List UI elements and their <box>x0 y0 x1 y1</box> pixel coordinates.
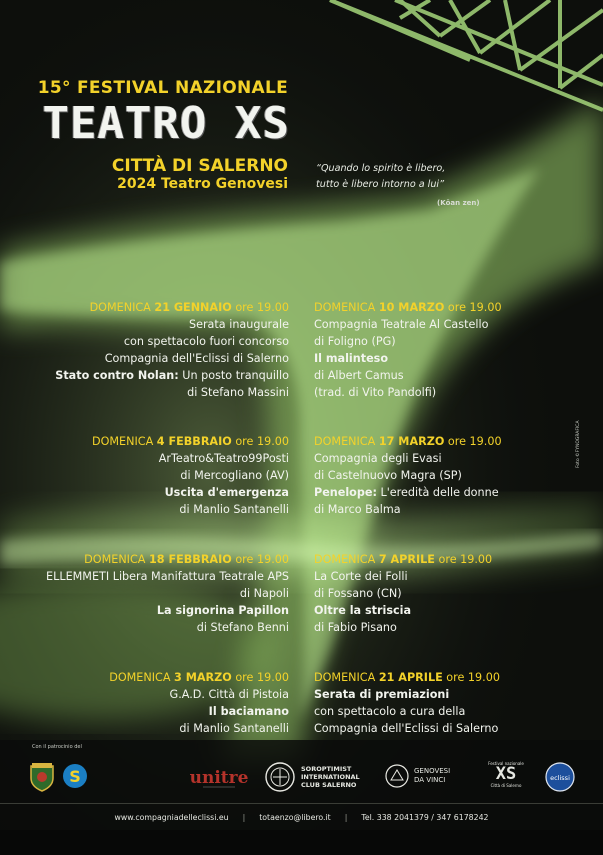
soroptimist-line: SOROPTIMIST <box>301 765 352 773</box>
city-label: CITTÀ DI SALERNO <box>111 156 288 176</box>
separator: | <box>242 813 246 822</box>
event-text: Compagnia Teatrale Al Castello <box>314 318 489 332</box>
xs-small-label: Festival nazionale <box>488 761 524 766</box>
event-text: di Foligno (PG) <box>314 335 396 349</box>
event-time: ore 19.00 <box>235 671 289 684</box>
event-block <box>314 299 502 402</box>
event-time: ore 19.00 <box>235 435 289 448</box>
genovesi-text <box>414 767 450 785</box>
eclissi-text: eclissi <box>550 774 570 782</box>
event-time: ore 19.00 <box>446 671 500 684</box>
event-line <box>46 585 289 602</box>
event-line <box>314 703 500 720</box>
event-line <box>314 384 502 401</box>
event-text: di Fabio Pisano <box>314 621 397 635</box>
soroptimist-line: CLUB SALERNO <box>301 781 357 789</box>
patronage-label: Con il patrocinio del <box>32 744 82 750</box>
genovesi-line: DA VINCI <box>414 776 446 784</box>
event-line <box>314 484 502 501</box>
year-venue-label: 2024 Teatro Genovesi <box>117 176 288 192</box>
photo-credit: Foto ©FYNOGRAFICA <box>576 420 581 468</box>
event-date-value: 3 MARZO <box>174 671 232 684</box>
event-day: DOMENICA <box>84 553 146 566</box>
event-date-value: 4 FEBBRAIO <box>156 435 232 448</box>
xs-big-label: XS <box>495 764 517 784</box>
event-title: Serata di premiazioni <box>314 688 450 702</box>
event-line <box>314 568 492 585</box>
event-line <box>46 602 289 619</box>
event-text: di Albert Camus <box>314 369 404 383</box>
event-title: Stato contro Nolan: <box>55 369 179 383</box>
event-block <box>314 669 500 737</box>
municipal-crest-icon <box>28 762 56 792</box>
event-line <box>55 333 289 350</box>
event-title: Il baciamano <box>208 705 289 719</box>
event-day: DOMENICA <box>89 301 151 314</box>
event-day: DOMENICA <box>109 671 171 684</box>
event-text: di Stefano Massini <box>187 386 289 400</box>
soroptimist-line: INTERNATIONAL <box>301 773 360 781</box>
event-text: La Corte dei Folli <box>314 570 408 584</box>
event-text: con spettacolo a cura della <box>314 705 466 719</box>
event-date-value: 18 FEBBRAIO <box>149 553 232 566</box>
event-line <box>314 686 500 703</box>
event-line <box>55 367 289 384</box>
event-title: Penelope: <box>314 486 377 500</box>
event-time: ore 19.00 <box>235 553 289 566</box>
event-line <box>55 350 289 367</box>
event-text: L'eredità delle donne <box>376 486 499 500</box>
event-date-value: 21 GENNAIO <box>154 301 232 314</box>
footer-contacts <box>0 803 603 832</box>
event-text: di Manlio Santanelli <box>179 503 289 517</box>
event-line <box>314 333 502 350</box>
event-line <box>92 467 289 484</box>
event-date <box>109 669 289 686</box>
event-date <box>92 433 289 450</box>
event-text: Serata inaugurale <box>188 318 289 332</box>
event-text: Un posto tranquillo <box>178 369 289 383</box>
event-text: (trad. di Vito Pandolfi) <box>314 386 437 400</box>
event-line <box>314 619 492 636</box>
event-line <box>314 467 502 484</box>
separator: | <box>344 813 348 822</box>
event-text: Compagnia dell'Eclissi di Salerno <box>314 722 499 736</box>
event-line <box>46 619 289 636</box>
event-text: Compagnia dell'Eclissi di Salerno <box>104 352 289 366</box>
event-day: DOMENICA <box>314 671 376 684</box>
event-block <box>314 433 502 518</box>
email-link[interactable]: totaenzo@libero.it <box>259 813 331 822</box>
soroptimist-text <box>301 765 360 789</box>
event-title: Il malinteso <box>314 352 389 366</box>
event-line <box>314 602 492 619</box>
event-text: di Fossano (CN) <box>314 587 402 601</box>
event-line <box>55 384 289 401</box>
unitre-logo-icon <box>189 762 249 792</box>
event-day: DOMENICA <box>314 553 376 566</box>
event-line <box>46 568 289 585</box>
event-line <box>92 501 289 518</box>
event-text: di Castelnuovo Magra (SP) <box>314 469 462 483</box>
event-line <box>314 450 502 467</box>
event-block <box>46 551 289 636</box>
event-line <box>92 450 289 467</box>
event-text: di Mercogliano (AV) <box>180 469 289 483</box>
sponsor-logos <box>0 757 603 797</box>
soroptimist-emblem-icon <box>264 761 296 793</box>
event-time: ore 19.00 <box>235 301 289 314</box>
event-time: ore 19.00 <box>438 553 493 566</box>
event-text: di Manlio Santanelli <box>179 722 289 736</box>
xs-city-label: Città di Salerno <box>490 783 522 788</box>
genovesi-line: GENOVESI <box>414 767 451 775</box>
eclissi-logo-icon <box>545 762 575 792</box>
event-day: DOMENICA <box>91 435 154 448</box>
festival-name: TEATRO XS <box>42 98 290 149</box>
edition-label: 15° FESTIVAL NAZIONALE <box>37 78 288 98</box>
event-line <box>314 316 502 333</box>
genovesi-emblem-icon <box>384 763 410 789</box>
event-title: La signorina Papillon <box>156 604 289 618</box>
event-block <box>314 551 492 636</box>
event-text: di Napoli <box>239 587 289 601</box>
event-block <box>55 299 289 402</box>
event-time: ore 19.00 <box>447 435 502 448</box>
phone-number: Tel. 338 2041379 / 347 6178242 <box>361 813 489 822</box>
event-line <box>314 350 502 367</box>
event-date <box>314 669 500 686</box>
event-date <box>314 433 502 450</box>
event-text: G.A.D. Città di Pistoia <box>169 688 289 702</box>
event-line <box>109 720 289 737</box>
unitre-text: unitre <box>189 768 249 788</box>
event-time: ore 19.00 <box>447 301 502 314</box>
event-date <box>55 299 289 316</box>
event-block <box>109 669 289 737</box>
event-title: Uscita d'emergenza <box>164 486 289 500</box>
event-line <box>314 501 502 518</box>
event-date <box>46 551 289 568</box>
event-date <box>314 299 502 316</box>
provincia-logo-icon <box>62 763 88 789</box>
event-date-value: 17 MARZO <box>378 435 445 448</box>
event-date-value: 10 MARZO <box>378 301 445 314</box>
quote-source: (Kōan zen) <box>437 199 480 207</box>
website-link[interactable]: www.compagniadelleclissi.eu <box>114 813 229 822</box>
event-line <box>92 484 289 501</box>
xs-festival-logo <box>484 761 528 788</box>
bottom-band <box>0 830 603 855</box>
event-date <box>314 551 492 568</box>
quote-line: “Quando lo spirito è libero, <box>316 163 446 174</box>
quote <box>316 161 486 193</box>
event-date-value: 21 APRILE <box>378 671 443 684</box>
quote-line: tutto è libero intorno a lui” <box>316 179 445 190</box>
event-text: di Marco Balma <box>314 503 401 517</box>
svg-text:S: S <box>69 767 81 786</box>
event-text: con spettacolo fuori concorso <box>123 335 289 349</box>
event-line <box>314 585 492 602</box>
event-day: DOMENICA <box>314 435 376 448</box>
event-text: ArTeatro&Teatro99Posti <box>158 452 289 466</box>
event-block <box>92 433 289 518</box>
event-line <box>109 703 289 720</box>
event-text: ELLEMMETI Libera Manifattura Teatrale APS <box>46 570 289 584</box>
event-text: Compagnia degli Evasi <box>314 452 442 466</box>
event-text: di Stefano Benni <box>196 621 289 635</box>
event-day: DOMENICA <box>314 301 376 314</box>
event-line <box>55 316 289 333</box>
event-line <box>109 686 289 703</box>
event-title: Oltre la striscia <box>314 604 412 618</box>
event-line <box>314 367 502 384</box>
event-line <box>314 720 500 737</box>
event-date-value: 7 APRILE <box>378 553 435 566</box>
